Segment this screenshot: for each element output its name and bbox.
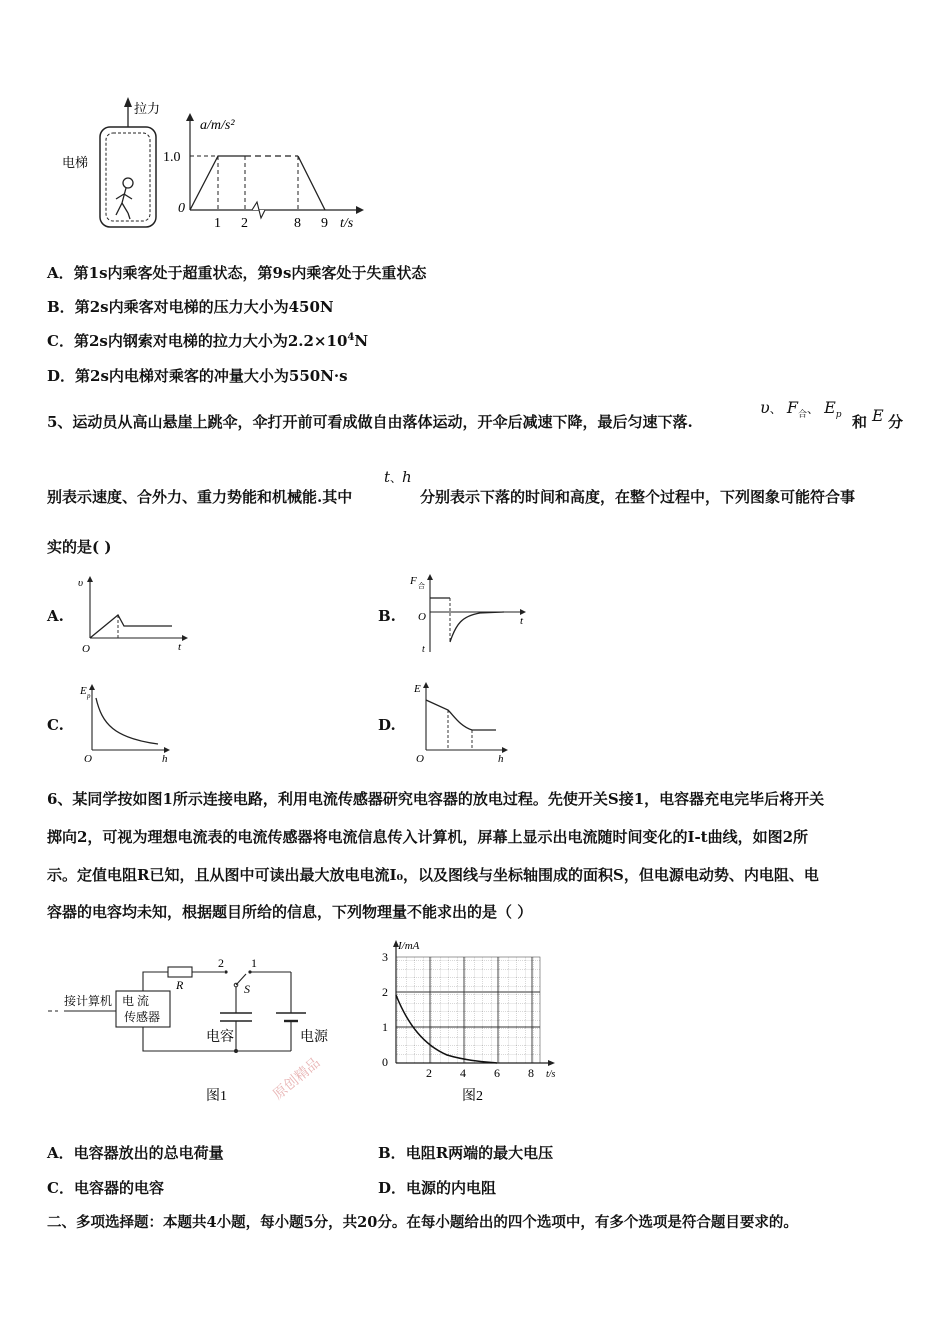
svg-text:接计算机: 接计算机 xyxy=(64,994,113,1008)
svg-text:图2: 图2 xyxy=(462,1089,483,1104)
q6-line-1: 6、某同学按如图1所示连接电路，利用电流传感器研究电容器的放电过程。先使开关S接1，电容器充电完毕后将开关 xyxy=(47,790,825,808)
elevator-figure xyxy=(60,95,370,235)
svg-text:t: t xyxy=(520,615,524,627)
q5-graph-c xyxy=(74,680,174,766)
svg-text:2: 2 xyxy=(382,985,388,999)
svg-text:0: 0 xyxy=(382,1055,388,1069)
q5-th-symbols: t、h xyxy=(384,468,412,486)
q5-line-3: 实的是( ) xyxy=(47,538,112,556)
svg-text:E: E xyxy=(80,685,87,697)
svg-text:6: 6 xyxy=(494,1066,500,1080)
svg-text:R: R xyxy=(176,978,184,992)
q5-option-c-letter: C. xyxy=(47,716,64,734)
t-axis-label: t/s xyxy=(340,216,354,231)
origin-label: 0 xyxy=(178,201,185,216)
q6-line-2: 掷向2，可视为理想电流表的电流传感器将电流信息传入计算机，屏幕上显示出电流随时间变化的I-t曲线，如图2所 xyxy=(47,828,809,846)
svg-text:电 流: 电 流 xyxy=(122,994,150,1008)
t-tick-2: 2 xyxy=(241,216,248,231)
q4-option-d: D．第2s内电梯对乘客的冲量大小为550N·s xyxy=(47,367,348,385)
q5-line-2b: 分别表示下落的时间和高度，在整个过程中，下列图象可能符合事 xyxy=(420,488,856,506)
q6-option-d: D．电源的内电阻 xyxy=(378,1179,497,1197)
svg-text:t/s: t/s xyxy=(546,1069,556,1080)
q5-symbols: υ、 $F_合$、 $E_p$ xyxy=(760,398,842,421)
q6-line-4: 容器的电容均未知，根据题目所给的信息，下列物理量不能求出的是（ ） xyxy=(47,903,533,921)
svg-text:O: O xyxy=(84,753,92,765)
tension-label: 拉力 xyxy=(134,101,161,116)
q5-line-1: 5、运动员从高山悬崖上跳伞，伞打开前可看成做自由落体运动，开伞后减速下降，最后匀速下落. xyxy=(47,413,693,431)
elevator-label: 电梯 xyxy=(62,155,89,170)
i-t-graph xyxy=(372,935,572,1110)
svg-text:1: 1 xyxy=(251,956,257,970)
svg-text:t: t xyxy=(422,644,425,655)
t-tick-1: 1 xyxy=(214,216,221,231)
svg-text:1: 1 xyxy=(382,1020,388,1034)
q5-graph-a xyxy=(74,572,194,654)
q6-option-c: C．电容器的电容 xyxy=(47,1179,164,1197)
t-tick-8: 8 xyxy=(294,216,301,231)
svg-text:h: h xyxy=(498,753,504,764)
svg-text:S: S xyxy=(244,982,250,996)
q4-option-b: B．第2s内乘客对电梯的压力大小为450N xyxy=(47,298,334,316)
resistor-r xyxy=(168,967,192,977)
a-axis-label: a/m/s² xyxy=(200,118,235,133)
q5-option-b-letter: B. xyxy=(378,607,396,625)
svg-text:O: O xyxy=(418,611,426,623)
svg-text:图1: 图1 xyxy=(206,1089,227,1104)
svg-text:传感器: 传感器 xyxy=(124,1010,161,1024)
q5-line-2a: 别表示速度、合外力、重力势能和机械能.其中 xyxy=(47,488,353,506)
svg-text:F: F xyxy=(410,575,417,587)
svg-text:3: 3 xyxy=(382,950,388,964)
q5-option-a-letter: A. xyxy=(47,607,64,625)
svg-text:电容: 电容 xyxy=(206,1030,234,1045)
svg-text:8: 8 xyxy=(528,1066,534,1080)
svg-text:合: 合 xyxy=(418,582,425,590)
svg-text:E: E xyxy=(414,683,421,695)
svg-text:O: O xyxy=(82,643,90,654)
circuit-figure xyxy=(46,955,346,1115)
section-2-heading: 二、多项选择题：本题共4小题，每小题5分，共20分。在每小题给出的四个选项中，有多个选项是符合题目要求的。 xyxy=(47,1214,798,1231)
passenger-icon xyxy=(116,178,133,219)
q4-option-a: A．第1s内乘客处于超重状态，第9s内乘客处于失重状态 xyxy=(47,264,427,282)
q6-line-3: 示。定值电阻R已知，且从图中可读出最大放电电流I₀，以及图线与坐标轴围成的面积S，但电源电动势、内电阻、电 xyxy=(47,866,819,884)
svg-text:电源: 电源 xyxy=(300,1030,328,1045)
svg-text:I/mA: I/mA xyxy=(398,940,420,952)
q5-graph-b xyxy=(400,570,535,656)
watermark: 原创精品 xyxy=(270,1055,324,1104)
q5-and: 和 xyxy=(852,413,868,431)
q6-option-b: B．电阻R两端的最大电压 xyxy=(378,1144,554,1162)
q4-option-c: C．第2s内钢索对电梯的拉力大小为$2.2\times 10^4N$ xyxy=(47,332,369,350)
svg-text:O: O xyxy=(416,753,424,764)
q5-fen: 分 xyxy=(888,413,904,431)
a-tick-1: 1.0 xyxy=(163,150,181,165)
q5-graph-d xyxy=(404,678,514,764)
svg-text:h: h xyxy=(162,753,168,765)
t-tick-9: 9 xyxy=(321,216,328,231)
q5-e-symbol: E xyxy=(872,406,884,425)
svg-text:t: t xyxy=(178,641,182,653)
svg-text:υ: υ xyxy=(78,577,84,589)
svg-text:2: 2 xyxy=(426,1066,432,1080)
q6-option-a: A．电容器放出的总电荷量 xyxy=(47,1144,224,1162)
a-t-graph xyxy=(163,113,364,231)
svg-text:4: 4 xyxy=(460,1066,466,1080)
svg-text:p: p xyxy=(87,692,91,700)
q5-option-d-letter: D. xyxy=(378,716,396,734)
svg-text:2: 2 xyxy=(218,956,224,970)
